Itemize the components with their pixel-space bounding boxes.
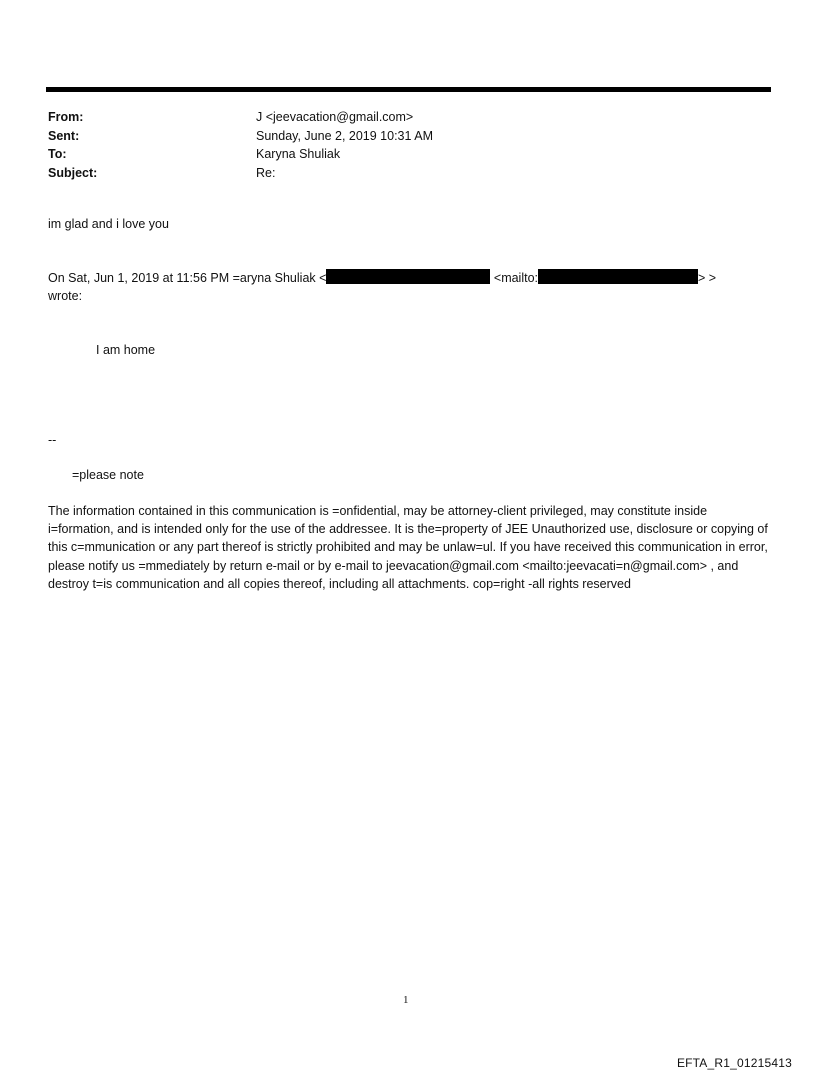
from-row (48, 108, 748, 127)
quoted-text: I am home (96, 343, 156, 357)
bates-number: EFTA_R1_01215413 (676, 1056, 792, 1070)
sent-value: Sunday, June 2, 2019 10:31 AM (256, 128, 433, 143)
redaction-box (326, 269, 490, 284)
email-header (48, 108, 748, 182)
page-number: 1 (403, 994, 409, 1006)
sent-label: Sent: (48, 128, 80, 143)
from-value: J <jeevacation@gmail.com> (256, 110, 414, 124)
quote-intro-part2: <mailto: (490, 271, 539, 285)
redaction-box (538, 269, 698, 284)
signature-separator: -- (48, 433, 57, 447)
confidentiality-disclaimer: The information contained in this communication is =onfidential, may be attorney-client privileged, may constitute inside i=formation, and is intended only for the use of the addressee. It is the=property of JEE Unauthorized use, disclosure or copying of this c=mmunication or any part thereof is strictly prohibited and may be unlaw=ul. If you have received this communication in error, please notify us =mmediately by return e-mail or by e-mail to jeevacation@gmail.com <mailto:jeevacati=n@gmail.com> , and destroy t=is communication and all copies thereof, including all attachments. cop=right -all rights reserved (48, 504, 768, 591)
header-divider (46, 87, 771, 92)
subject-label: Subject: (48, 165, 98, 180)
subject-row (48, 164, 748, 183)
to-label: To: (48, 147, 67, 161)
sent-row (48, 127, 748, 146)
from-label: From: (48, 110, 84, 124)
quote-intro-part3: > > (698, 271, 717, 285)
please-note: =please note (72, 468, 144, 482)
quote-intro-part1: On Sat, Jun 1, 2019 at 11:56 PM =aryna Shuliak < (48, 271, 327, 285)
subject-value: Re: (256, 165, 276, 180)
reply-text: im glad and i love you (48, 217, 169, 231)
quote-intro (48, 269, 716, 287)
to-row (48, 145, 748, 164)
to-value: Karyna Shuliak (256, 147, 341, 161)
quote-intro-wrote: wrote: (48, 289, 83, 303)
